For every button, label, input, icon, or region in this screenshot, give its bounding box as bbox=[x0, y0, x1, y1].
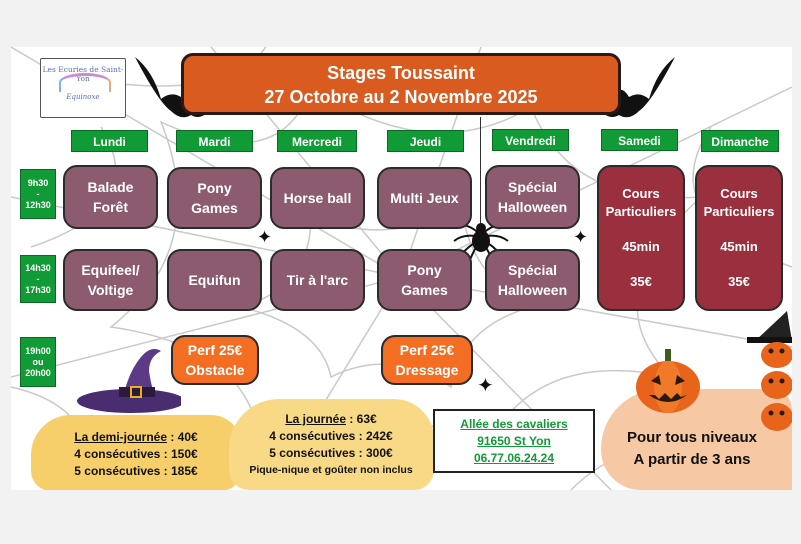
private-duration: 45min bbox=[622, 239, 660, 254]
activity-line: Halloween bbox=[497, 199, 568, 215]
full-day-row: 4 consécutives : 242€ bbox=[269, 429, 393, 443]
activity-vendredi-afternoon bbox=[485, 249, 580, 311]
time-end: 12h30 bbox=[25, 199, 51, 210]
half-day-row: 5 consécutives : 185€ bbox=[74, 464, 198, 478]
half-day-label: La demi-journée bbox=[74, 430, 167, 444]
time-sep: - bbox=[36, 188, 40, 199]
activity-line: Equifun bbox=[188, 272, 241, 288]
perf-line: Perf 25€ bbox=[399, 342, 455, 358]
time-morning bbox=[20, 169, 56, 219]
full-day-row: 5 consécutives : 300€ bbox=[269, 446, 393, 460]
activity-lundi-afternoon bbox=[63, 249, 158, 311]
time-sep: - bbox=[36, 273, 40, 284]
activity-mercredi-morning bbox=[270, 167, 365, 229]
activity-line: Multi Jeux bbox=[390, 190, 459, 206]
logo-rainbow-icon bbox=[59, 73, 111, 92]
title-line1: Stages Toussaint bbox=[327, 63, 475, 83]
poster bbox=[11, 47, 792, 490]
day-samedi: Samedi bbox=[601, 129, 678, 151]
activity-line: Equifeel/ bbox=[81, 262, 140, 278]
logo-name: Les Ecuries de Saint-Yon bbox=[42, 65, 124, 83]
activity-line: Pony bbox=[197, 180, 232, 196]
sparkle-icon: ✦ bbox=[257, 227, 273, 247]
private-line: Cours bbox=[720, 186, 758, 201]
full-day-value: : 63€ bbox=[346, 412, 377, 426]
time-start: 19h00 bbox=[25, 345, 51, 356]
day-dimanche: Dimanche bbox=[701, 130, 779, 152]
levels-line: A partir de 3 ans bbox=[633, 451, 751, 468]
day-mardi: Mardi bbox=[176, 130, 253, 152]
day-vendredi: Vendredi bbox=[492, 129, 569, 151]
address-city: 91650 St Yon bbox=[477, 434, 551, 448]
sparkle-icon: ✦ bbox=[477, 375, 494, 397]
time-afternoon bbox=[20, 255, 56, 303]
address-box bbox=[433, 409, 595, 473]
activity-line: Horse ball bbox=[283, 190, 352, 206]
private-price: 35€ bbox=[630, 274, 652, 289]
title-banner bbox=[181, 53, 621, 115]
half-day-pricing bbox=[39, 429, 233, 480]
activity-line: Spécial bbox=[507, 262, 558, 278]
title-dates: 27 Octobre au 2 Novembre 2025 bbox=[264, 87, 538, 107]
day-mercredi: Mercredi bbox=[277, 130, 357, 152]
activity-line: Forêt bbox=[93, 199, 128, 215]
time-sep: ou bbox=[32, 356, 44, 367]
perf-line: Perf 25€ bbox=[187, 342, 243, 358]
time-end: 20h00 bbox=[25, 367, 51, 378]
time-evening bbox=[20, 337, 56, 387]
levels-line: Pour tous niveaux bbox=[626, 429, 758, 446]
private-line: Cours bbox=[622, 186, 660, 201]
private-duration: 45min bbox=[720, 239, 758, 254]
perf-line: Obstacle bbox=[185, 362, 245, 378]
full-day-note: Pique-nique et goûter non inclus bbox=[249, 464, 413, 476]
address-street: Allée des cavaliers bbox=[460, 417, 568, 431]
perf-line: Dressage bbox=[395, 362, 459, 378]
activity-line: Balade bbox=[87, 179, 134, 195]
private-line: Particuliers bbox=[703, 204, 775, 219]
logo bbox=[40, 58, 126, 118]
activity-mardi-morning bbox=[167, 167, 262, 229]
time-end: 17h30 bbox=[25, 284, 51, 295]
time-start: 9h30 bbox=[27, 177, 49, 188]
activity-jeudi-morning bbox=[377, 167, 472, 229]
day-lundi: Lundi bbox=[71, 130, 148, 152]
full-day-label: La journée bbox=[285, 412, 346, 426]
activity-line: Voltige bbox=[87, 282, 134, 298]
logo-tagline: Equinoxe bbox=[66, 93, 100, 101]
stacked-pumpkins-icon bbox=[747, 305, 792, 435]
private-lesson-dimanche bbox=[695, 165, 783, 311]
day-jeudi: Jeudi bbox=[387, 130, 464, 152]
activity-line: Spécial bbox=[507, 179, 558, 195]
private-lesson-samedi bbox=[597, 165, 685, 311]
activity-mercredi-afternoon bbox=[270, 249, 365, 311]
private-price: 35€ bbox=[728, 274, 750, 289]
activity-line: Games bbox=[401, 282, 448, 298]
witch-hat-icon bbox=[71, 337, 181, 419]
perf-dressage bbox=[381, 335, 473, 385]
activity-line: Tir à l'arc bbox=[286, 272, 349, 288]
activity-line: Pony bbox=[407, 262, 442, 278]
activity-vendredi-morning bbox=[485, 165, 580, 229]
activity-mardi-afternoon bbox=[167, 249, 262, 311]
full-day-pricing bbox=[231, 411, 431, 479]
activity-line: Halloween bbox=[497, 282, 568, 298]
private-line: Particuliers bbox=[605, 204, 677, 219]
activity-jeudi-afternoon bbox=[377, 249, 472, 311]
half-day-value: : 40€ bbox=[167, 430, 198, 444]
perf-obstacle bbox=[171, 335, 259, 385]
time-start: 14h30 bbox=[25, 262, 51, 273]
address-phone: 06.77.06.24.24 bbox=[473, 451, 555, 465]
activity-line: Games bbox=[191, 200, 238, 216]
sparkle-icon: ✦ bbox=[573, 227, 589, 247]
activity-lundi-morning bbox=[63, 165, 158, 229]
pumpkin-icon bbox=[633, 345, 703, 417]
half-day-row: 4 consécutives : 150€ bbox=[74, 447, 198, 461]
